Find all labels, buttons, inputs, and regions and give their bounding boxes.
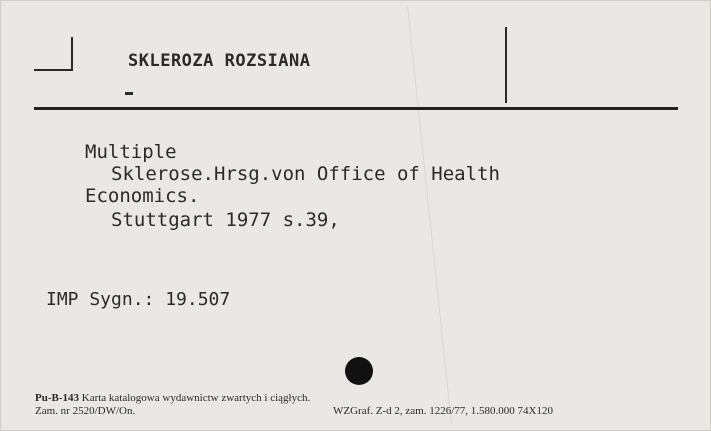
imprint-line: Stuttgart 1977 s.39, <box>111 209 340 231</box>
title-line-3: Economics. <box>85 185 200 207</box>
title-line-2: Sklerose.Hrsg.von Office of Health <box>111 163 500 185</box>
corner-mark-vertical <box>71 37 73 71</box>
footer-line-1 <box>35 392 310 404</box>
subject-heading: SKLEROZA ROZSIANA <box>128 51 311 71</box>
title-line-1: Multiple <box>85 141 177 163</box>
header-rule <box>34 107 678 110</box>
form-code: Pu-B-143 <box>35 392 79 404</box>
corner-mark-horizontal <box>34 69 72 71</box>
header-divider <box>505 27 507 103</box>
footer-order: Zam. nr 2520/DW/On. <box>35 405 136 417</box>
heading-mark <box>125 92 133 95</box>
fold-crease <box>407 6 452 424</box>
form-title: Karta katalogowa wydawnictw zwartych i ciągłych. <box>81 392 311 404</box>
punch-hole <box>345 357 373 385</box>
call-number: IMP Sygn.: 19.507 <box>46 289 231 310</box>
footer-printer: WZGraf. Z-d 2, zam. 1226/77, 1.580.000 74X120 <box>333 405 553 417</box>
